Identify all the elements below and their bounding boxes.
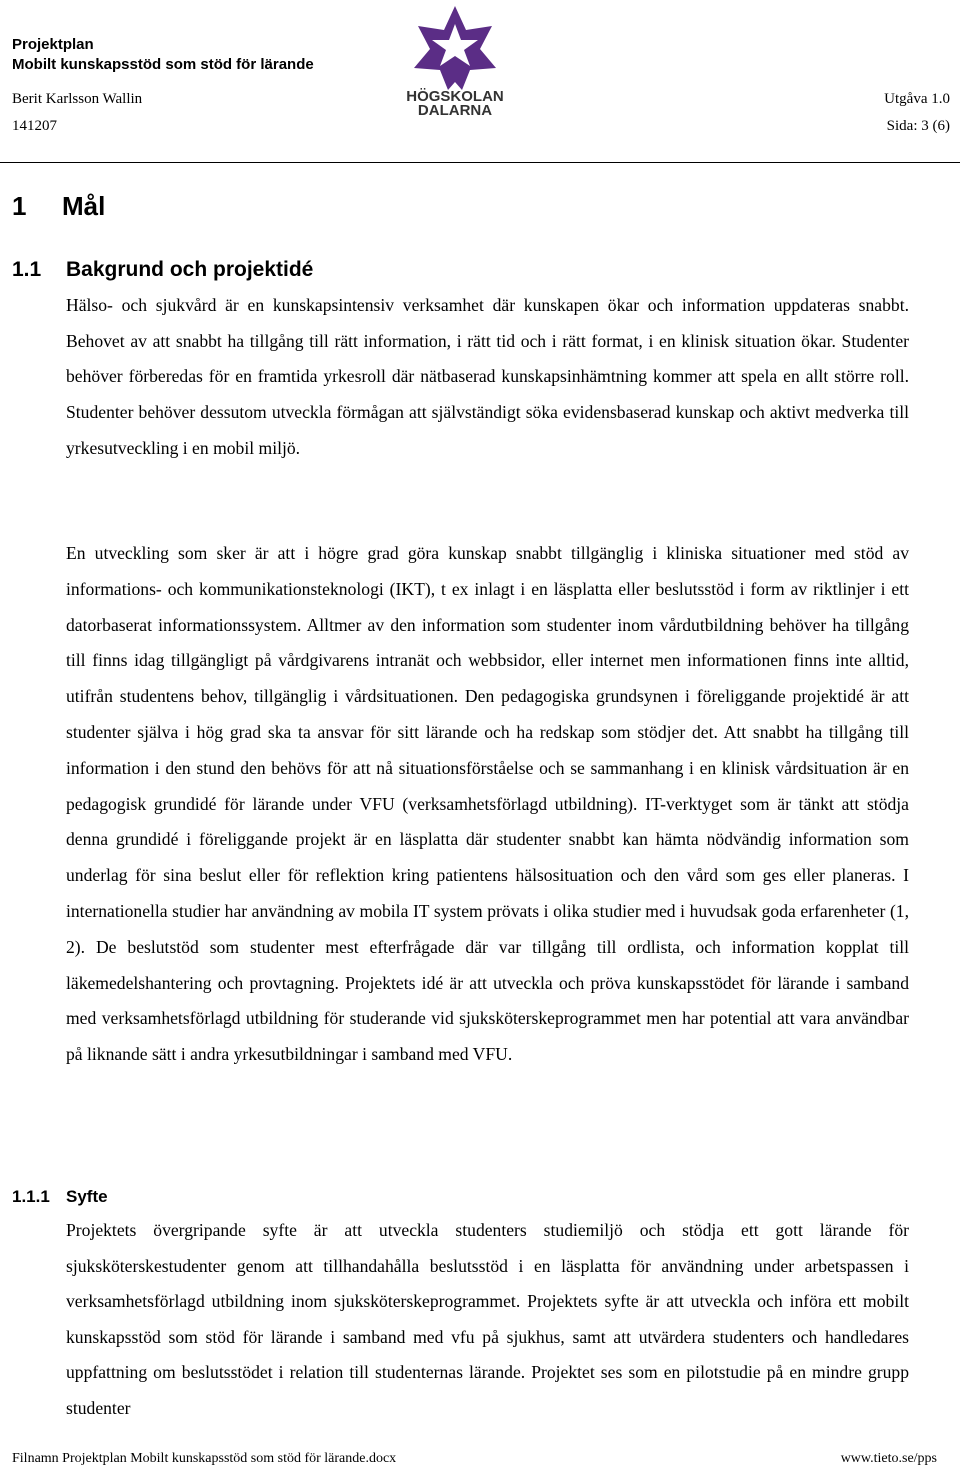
heading-3-title: Syfte [66, 1187, 108, 1206]
heading-3 [12, 1186, 108, 1208]
heading-3-number: 1.1.1 [12, 1187, 50, 1206]
logo-text-line2: DALARNA [417, 102, 493, 116]
paragraph-background-2: En utveckling som sker är att i högre grad göra kunskap snabbt tillgänglig i kliniska situationer med stöd av informations- och kommunikationsteknologi (IKT), t ex inlagt i en läsplatta eller beslutsstöd i form av riktlinjer i ett datorbaserat informationssystem. Alltmer av den information som studenter inom vårdutbildning behöver ha tillgång till finns idag tillgängligt på vårdgivarens intranät och webbsidor, eller internet men informationen finns inte alltid, utifrån studentens behov, tillgänglig i vårdsituationen. Den pedagogiska grundsynen i föreliggande projektidé är att studenter själva i hög grad ska ta ansvar för sitt lärande och ha redskap som stödjer det. Att snabbt ha tillgång till information i den stund den behövs för att nå situationsförståelse och se sammanhang i en klinisk vårdsituation är en pedagogisk grundidé för lärande under VFU (verksamhetsförlagd utbildning). IT-verktyget som är tänkt att stödja denna grundidé i föreliggande projekt är en läsplatta där studenter snabbt kan hämta nödvändig information som underlag för sina beslut eller för reflektion kring patientens hälsosituation och den vård som ges eller planeras. I internationella studier har användning av mobila IT system prövats i olika studier med i huvudsak goda erfarenheter (1, 2). De beslutstöd som studenter mest efterfrågade där var tillgång till ordlista, och information kopplat till läkemedelshantering och provtagning. Projektets idé är att utveckla och pröva kunskapsstödet för lärande i samband med verksamhetsförlagd utbildning för studerande vid sjuksköterskeprogrammet men har potential att vara användbar på liknande sätt i andra yrkesutbildningar i samband med VFU. [66, 543, 909, 1065]
heading-2-number: 1.1 [12, 258, 42, 281]
heading-1-title: Mål [62, 191, 106, 221]
logo-text-line1: HÖGSKOLAN [406, 88, 504, 105]
hogskolan-dalarna-logo [400, 2, 510, 116]
document-date: 141207 [12, 118, 57, 134]
document-title: Projektplan [12, 36, 94, 53]
document-version: Utgåva 1.0 [884, 91, 950, 107]
page-number: Sida: 3 (6) [886, 118, 950, 134]
paragraph-background-1: Hälso- och sjukvård är en kunskapsintensiv verksamhet där kunskapen ökar och information uppdateras snabbt. Behovet av att snabbt ha tillgång till rätt information, i rätt tid och i rätt format, i en klinisk situation ökar. Studenter behöver förberedas för en framtida yrkesroll där nätbaserad kunskapsinhämtning kommer att spela en allt större roll. Studenter behöver dessutom utveckla förmågan att självständigt söka evidensbaserad kunskap och aktivt medverka till yrkesutveckling i en mobil miljö. [66, 295, 909, 458]
heading-2-title: Bakgrund och projektidé [66, 258, 314, 281]
heading-1 [12, 190, 105, 222]
author-name: Berit Karlsson Wallin [12, 91, 143, 107]
document-subtitle: Mobilt kunskapsstöd som stöd för lärande [12, 56, 314, 73]
paragraph-purpose: Projektets övergripande syfte är att utveckla studenters studiemiljö och stödja ett gott lärande för sjuksköterskestudenter genom att tillhandahålla beslutsstöd i en läsplatta för användning under arbetspassen i verksamhetsförlagd utbildning inom sjuksköterskeprogrammet. Projektets syfte är att utveckla och införa ett mobilt kunskapsstöd som stöd för lärande i samband med vfu på sjukhus, samt att utvärdera studenters och handledares uppfattning om beslutsstödet i relation till studenternas lärande. Projektet ses som en pilotstudie på en mindre grupp studenter [66, 1220, 909, 1418]
footer-filename: Filnamn Projektplan Mobilt kunskapsstöd som stöd för lärande.docx [12, 1451, 397, 1466]
heading-1-number: 1 [12, 191, 27, 221]
header-divider [0, 162, 960, 163]
heading-2 [12, 256, 313, 284]
footer-url: www.tieto.se/pps [840, 1451, 937, 1466]
